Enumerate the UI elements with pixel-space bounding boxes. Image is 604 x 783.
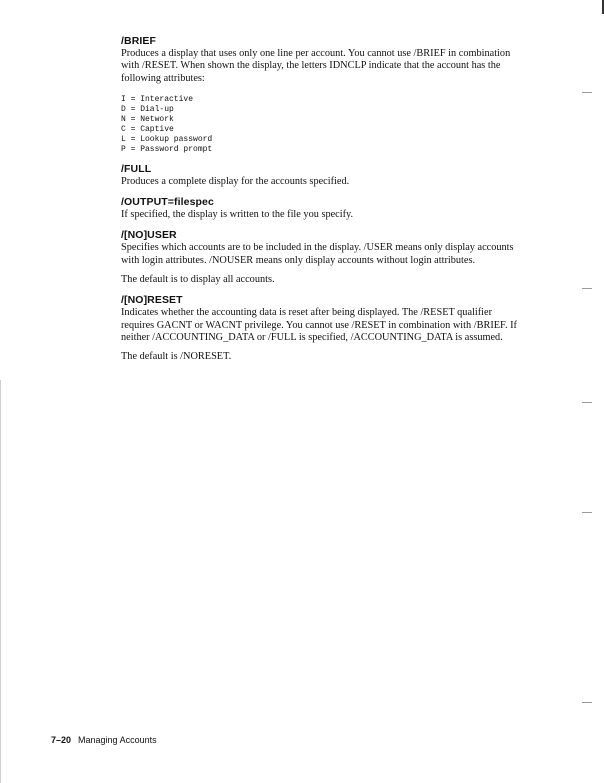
qualifier-description: Produces a display that uses only one line per account. You cannot use /BRIEF in combination with /RESET. When shown the display, the letters IDNCLP indicate that the account has the following attributes: (121, 48, 511, 84)
scan-margin-mark (582, 512, 592, 513)
qualifier-default: The default is to display all accounts. (121, 274, 275, 286)
qualifier-brief (121, 35, 521, 155)
attribute-item: D = Dial-up (121, 104, 174, 114)
scan-margin-mark (582, 702, 592, 703)
scan-margin-mark (582, 402, 592, 403)
scan-left-edge (0, 380, 1, 783)
qualifier-output (121, 196, 521, 221)
qualifier-full (121, 163, 521, 188)
qualifier-name: /FULL (121, 162, 152, 175)
attribute-item: P = Password prompt (121, 144, 213, 154)
qualifier-name: /BRIEF (121, 35, 157, 47)
page-footer (51, 735, 157, 746)
attribute-item: L = Lookup password (121, 134, 213, 144)
qualifier-list (121, 35, 521, 372)
attribute-list (121, 95, 521, 155)
scan-margin-mark (582, 92, 592, 93)
qualifier-user (121, 229, 521, 286)
qualifier-name: /[NO]USER (121, 229, 177, 242)
qualifier-description: If specified, the display is written to the file you specify. (121, 209, 354, 221)
scan-margin-mark (582, 288, 592, 289)
qualifier-name: /OUTPUT=filespec (121, 196, 214, 209)
attribute-item: N = Network (121, 114, 174, 124)
qualifier-description: Specifies which accounts are to be included in the display. /USER means only display accounts with login attributes. /NOUSER means only display accounts without login attributes. (121, 242, 514, 266)
qualifier-description: Indicates whether the accounting data is reset after being displayed. The /RESET qualifier requires GACNT or WACNT privilege. You cannot use /RESET in combination with /BRIEF. If neither /ACCOUNTING_DATA or /FULL is specified, /ACCOUNTING_DATA is assumed. (121, 307, 517, 343)
page-number: 7–20 (51, 735, 72, 745)
running-title: Managing Accounts (78, 735, 157, 745)
attribute-item: I = Interactive (121, 94, 194, 104)
qualifier-description: Produces a complete display for the accounts specified. (121, 175, 350, 187)
qualifier-default: The default is /NORESET. (121, 351, 232, 363)
qualifier-reset (121, 294, 521, 363)
qualifier-name: /[NO]RESET (121, 294, 183, 307)
attribute-item: C = Captive (121, 124, 174, 134)
